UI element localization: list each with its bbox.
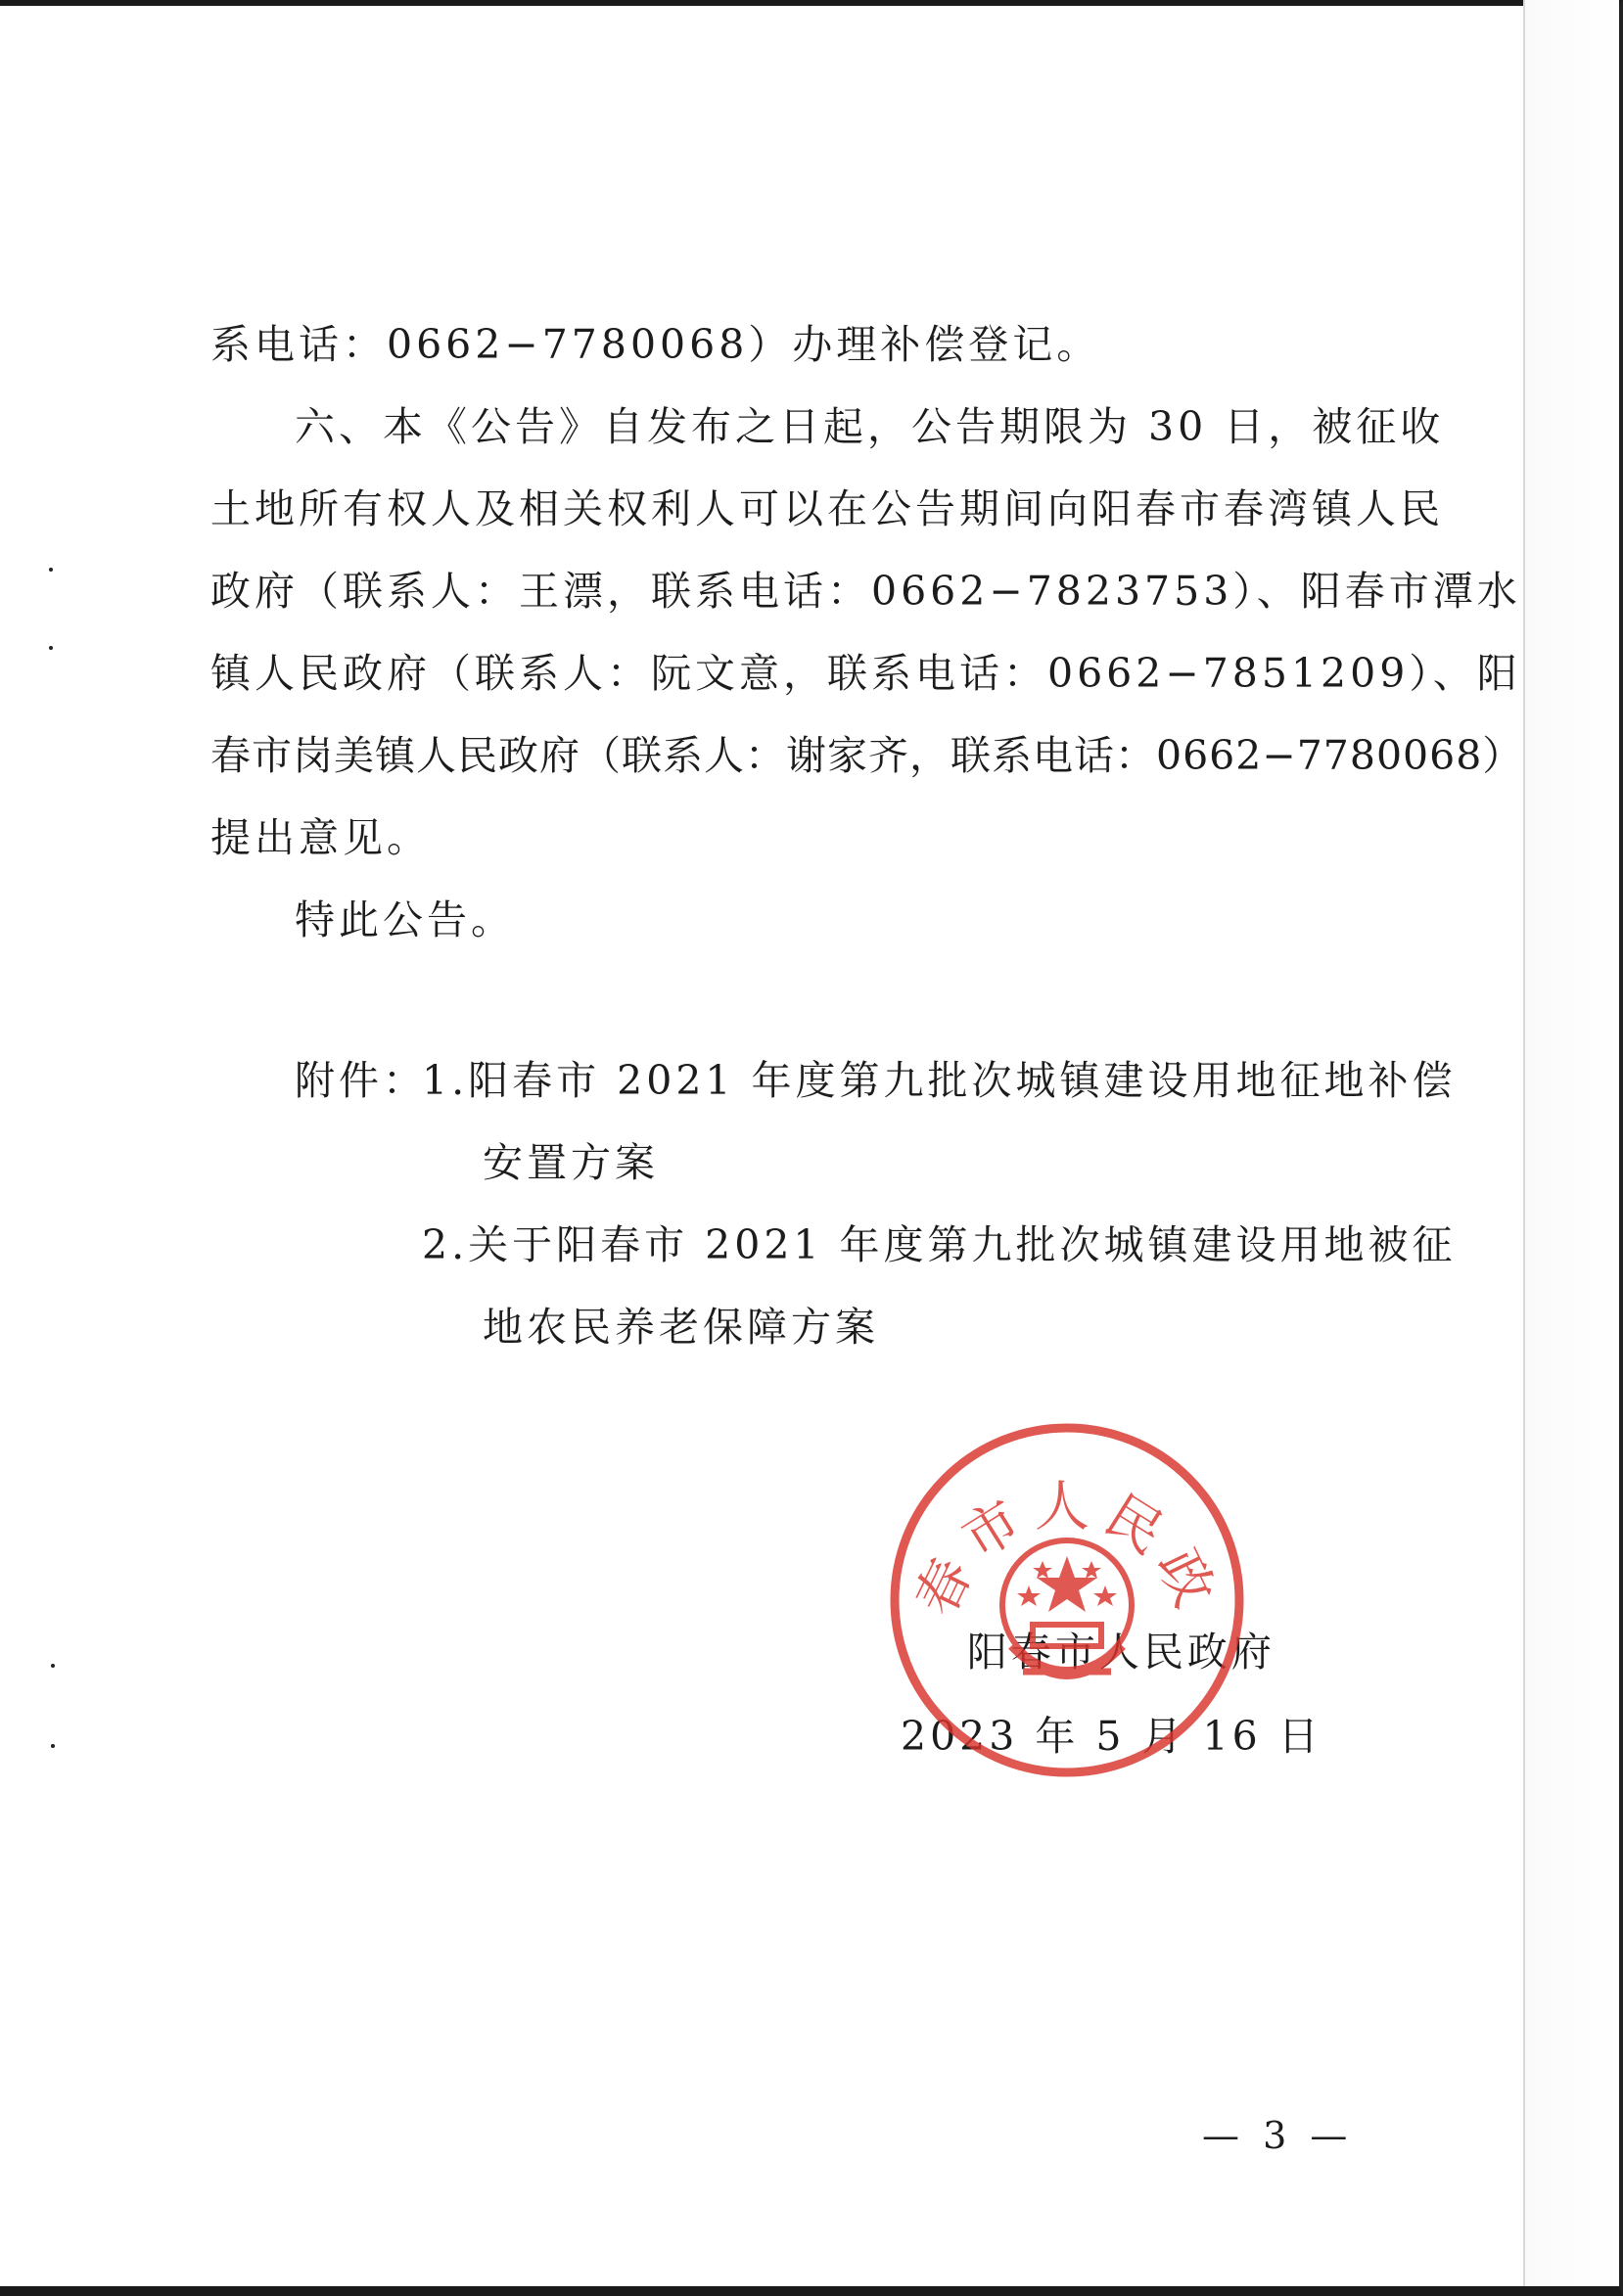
paragraph-line: 土地所有权人及相关权利人可以在公告期间向阳春市春湾镇人民 — [210, 485, 1444, 532]
scan-speck — [51, 1664, 55, 1668]
scan-speck — [51, 1744, 55, 1748]
paragraph-line: 提出意见。 — [210, 814, 431, 861]
attachment-number: 1. — [422, 1057, 469, 1104]
closing-statement: 特此公告。 — [295, 896, 515, 943]
seal-text: 春市人民政 — [904, 1475, 1230, 1626]
attachment-title: 阳春市 2021 年度第九批次城镇建设用地征地补偿 — [468, 1057, 1457, 1104]
official-seal — [886, 1419, 1248, 1781]
scan-speck — [49, 568, 53, 572]
paragraph-line: 六、本《公告》自发布之日起，公告期限为 30 日，被征收 — [295, 403, 1445, 450]
attachment-number: 2. — [422, 1221, 469, 1268]
attachments-label: 附件： — [295, 1057, 427, 1104]
paragraph-line: 春市岗美镇人民政府（联系人：谢家齐，联系电话：0662−7780068） — [210, 732, 1524, 779]
paragraph-continuation: 系电话：0662−7780068）办理补偿登记。 — [210, 321, 1101, 368]
attachment-title-continued — [295, 1286, 1424, 1368]
attachment-title: 关于阳春市 2021 年度第九批次城镇建设用地被征 — [468, 1221, 1457, 1268]
paragraph-line: 镇人民政府（联系人：阮文意，联系电话：0662−7851209）、阳 — [210, 650, 1521, 697]
attachments-list — [210, 1039, 1457, 1368]
attachment-item — [295, 1204, 1457, 1286]
attachment-title-line2: 地农民养老保障方案 — [483, 1304, 879, 1351]
paragraph-line: 政府（联系人：王漂，联系电话：0662−7823753）、阳春市潭水 — [210, 568, 1521, 615]
emblem-stars — [1017, 1556, 1117, 1612]
attachment-title-continued — [295, 1122, 1424, 1204]
issue-date: 2023 年 5 月 16 日 — [901, 1713, 1322, 1760]
attachment-item — [295, 1039, 1457, 1122]
document-body — [210, 303, 1524, 1368]
seal-graphic — [886, 1419, 1248, 1781]
issuer-name: 阳春市人民政府 — [966, 1629, 1275, 1676]
attachment-title-line2: 安置方案 — [483, 1139, 659, 1186]
page-number: — 3 — — [1202, 2114, 1354, 2157]
scan-speck — [49, 646, 53, 650]
paragraph-six — [210, 386, 1524, 879]
scan-edge-strip — [1523, 0, 1619, 2286]
